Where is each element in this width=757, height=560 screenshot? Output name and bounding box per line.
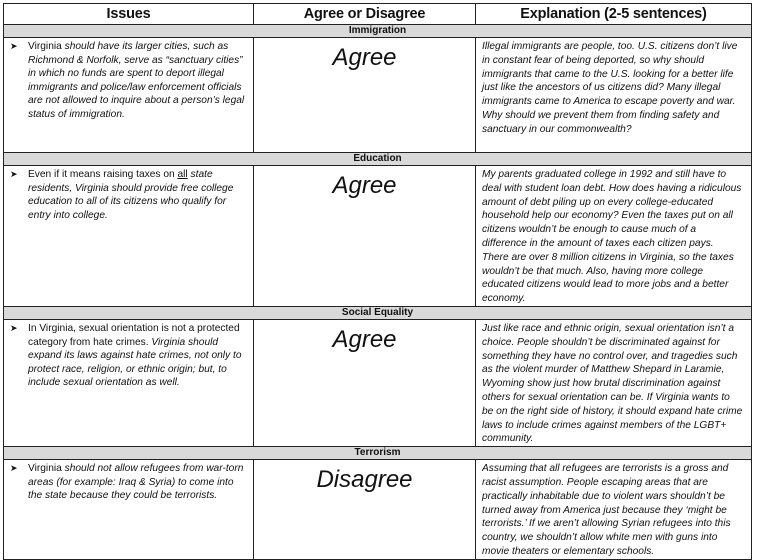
issue-cell	[4, 38, 254, 153]
category-row-terrorism	[4, 447, 752, 460]
category-label: Social Equality	[4, 306, 752, 319]
issue-text-rest: should not allow refugees from war-torn areas (for example: Iraq & Syria) to come into the state because they could be terrorists.	[28, 463, 244, 502]
issue-text-underlined: all	[177, 169, 188, 180]
bullet-arrow-icon: ➤	[10, 41, 18, 51]
header-explanation: Explanation (2-5 sentences)	[476, 4, 752, 25]
explanation-cell: Illegal immigrants are people, too. U.S. citizens don’t live in constant fear of being deported, so why should immigrants that came to the U.S. looking for a better life just like the ancestors of us citizens did? Many illegal immigrants came to America to escape poverty and war. Why should we prevent them from finding safety and sanctuary in our commonwealth?	[476, 38, 752, 153]
issue-cell	[4, 460, 254, 560]
explanation-cell: Assuming that all refugees are terrorists is a gross and racist assumption. People escaping areas that are practically inhabitable due to violent wars shouldn’t be turned away from America just because they ‘might be terrorists.’ If we aren’t allowing Syrian refugees into this country, we shouldn’t allow white men with guns into movie theaters or elementary schools.	[476, 460, 752, 560]
vote-cell: Agree	[254, 166, 476, 307]
issue-cell	[4, 319, 254, 446]
issue-text-lead: Virginia	[28, 41, 62, 52]
bullet-arrow-icon: ➤	[10, 322, 18, 333]
category-row-education	[4, 153, 752, 166]
vote-cell: Agree	[254, 319, 476, 446]
category-label: Immigration	[4, 25, 752, 38]
issue-row-education	[4, 166, 752, 307]
issue-cell	[4, 166, 254, 307]
issue-row-terrorism	[4, 460, 752, 560]
vote-cell: Agree	[254, 38, 476, 153]
issue-text-lead: Even if it means raising taxes on	[28, 169, 178, 180]
explanation-cell: Just like race and ethnic origin, sexual orientation isn’t a choice. People shouldn’t be discriminated against for something they have no control over, and tragedies such as the violent murder of Matthew Shepard in Laramie, Wyoming show just how brutal discrimination against others for sexual orientation can be. If Virginia wants to be on the right side of history, it should expand hate crime laws to include crimes against members of the LGBT+ community.	[476, 319, 752, 446]
issues-table	[3, 3, 752, 560]
issue-text	[28, 462, 247, 503]
issue-text	[28, 40, 247, 122]
header-agree-disagree: Agree or Disagree	[254, 4, 476, 25]
issue-text-lead: In Virginia, sexual orientation is not a protected category from hate crimes.	[28, 322, 240, 348]
category-row-immigration	[4, 25, 752, 38]
issue-row-immigration	[4, 38, 752, 153]
header-issues: Issues	[4, 4, 254, 25]
header-row	[4, 4, 752, 25]
category-label: Terrorism	[4, 447, 752, 460]
issue-text-lead: Virginia	[28, 463, 62, 475]
bullet-arrow-icon: ➤	[10, 463, 18, 474]
bullet-arrow-icon: ➤	[10, 169, 18, 179]
category-label: Education	[4, 153, 752, 166]
vote-cell: Disagree	[254, 460, 476, 560]
issue-text-rest: Virginia should expand its laws against hate crimes, not only to protect race, religion, or ethnic origin; but, to include sexual orientation as well.	[28, 336, 242, 389]
issue-row-social-equality	[4, 319, 752, 446]
issue-text	[28, 322, 247, 390]
issue-text	[28, 168, 247, 222]
issue-text-rest: state residents, Virginia should provide free college education to all of its citizens who qualify for entry into college.	[28, 169, 234, 221]
explanation-cell: My parents graduated college in 1992 and still have to deal with student loan debt. How does having a ridiculous amount of debt piling up on every college-educated household help our economy? Even the taxes put on all citizens wouldn’t be enough to cause much of a difference in the amount of taxes each citizen pays. There are over 8 million citizens in Virginia, so the taxes wouldn’t be that much. Also, having more college educated citizens would lead to more jobs and a better economy.	[476, 166, 752, 307]
category-row-social-equality	[4, 306, 752, 319]
issue-text-rest: should have its larger cities, such as Richmond & Norfolk, serve as “sanctuary cities” in which no funds are spent to deport illegal immigrants and police/law enforcement officials are not allowed to inquire about a person’s legal status of immigration.	[28, 41, 245, 120]
